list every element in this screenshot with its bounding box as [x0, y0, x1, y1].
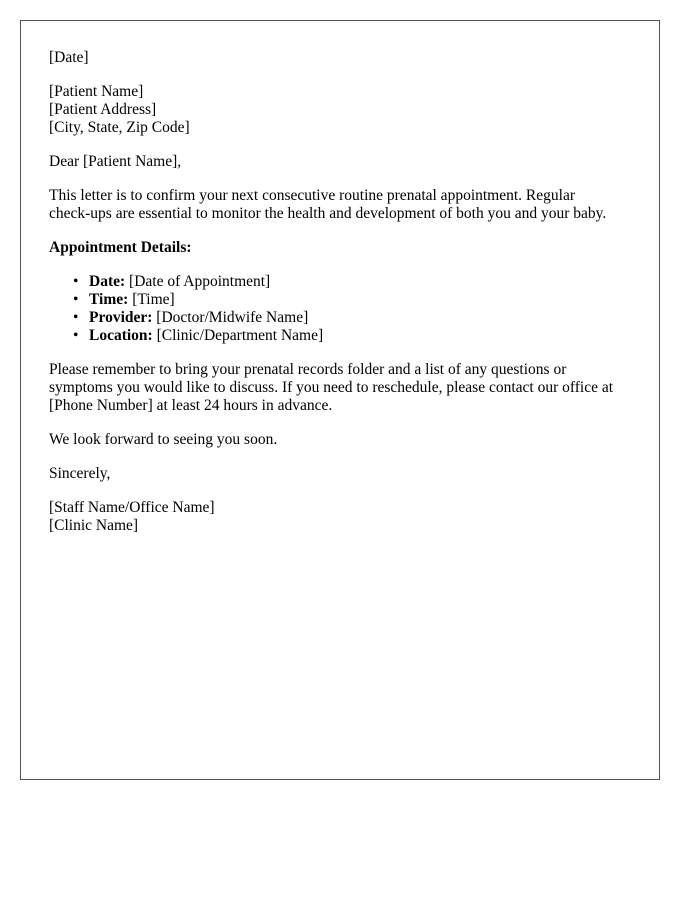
signature-clinic: [Clinic Name]	[49, 517, 139, 534]
recipient-name: [Patient Name]	[49, 83, 144, 100]
appointment-details-list	[49, 273, 631, 345]
detail-item-provider	[73, 309, 631, 327]
letter-date-block	[49, 49, 631, 67]
bullet-icon: •	[73, 273, 79, 290]
salutation: Dear [Patient Name],	[49, 153, 182, 170]
detail-label: Location:	[89, 327, 153, 344]
detail-value: [Date of Appointment]	[125, 273, 271, 290]
intro-line: check-ups are essential to monitor the health and development of both you and your baby.	[49, 205, 607, 222]
reminder-line: symptoms you would like to discuss. If you need to reschedule, please contact our office at	[49, 379, 614, 396]
reminder-line: Please remember to bring your prenatal records folder and a list of any questions or	[49, 361, 567, 378]
detail-value: [Clinic/Department Name]	[152, 327, 324, 344]
closing-note-block	[49, 431, 631, 449]
detail-item-location	[73, 327, 631, 345]
intro-paragraph	[49, 187, 631, 223]
detail-item-time	[73, 291, 631, 309]
letter-date: [Date]	[49, 49, 89, 66]
closing-note: We look forward to seeing you soon.	[49, 431, 278, 448]
signature-block	[49, 499, 631, 535]
detail-value: [Doctor/Midwife Name]	[152, 309, 309, 326]
details-heading-block	[49, 239, 631, 257]
signoff-block	[49, 465, 631, 483]
recipient-address: [Patient Address]	[49, 101, 157, 118]
recipient-address-block	[49, 83, 631, 137]
salutation-block	[49, 153, 631, 171]
details-heading: Appointment Details:	[49, 239, 192, 256]
detail-value: [Time]	[128, 291, 175, 308]
bullet-icon: •	[73, 327, 79, 344]
reminder-paragraph	[49, 361, 631, 415]
recipient-city-line: [City, State, Zip Code]	[49, 119, 190, 136]
bullet-icon: •	[73, 309, 79, 326]
intro-line: This letter is to confirm your next consecutive routine prenatal appointment. Regular	[49, 187, 575, 204]
signature-staff: [Staff Name/Office Name]	[49, 499, 215, 516]
letter-page	[20, 20, 660, 780]
detail-label: Date:	[89, 273, 126, 290]
reminder-line: [Phone Number] at least 24 hours in advance.	[49, 397, 333, 414]
detail-item-date	[73, 273, 631, 291]
detail-label: Provider:	[89, 309, 153, 326]
bullet-icon: •	[73, 291, 79, 308]
detail-label: Time:	[89, 291, 129, 308]
signoff: Sincerely,	[49, 465, 111, 482]
